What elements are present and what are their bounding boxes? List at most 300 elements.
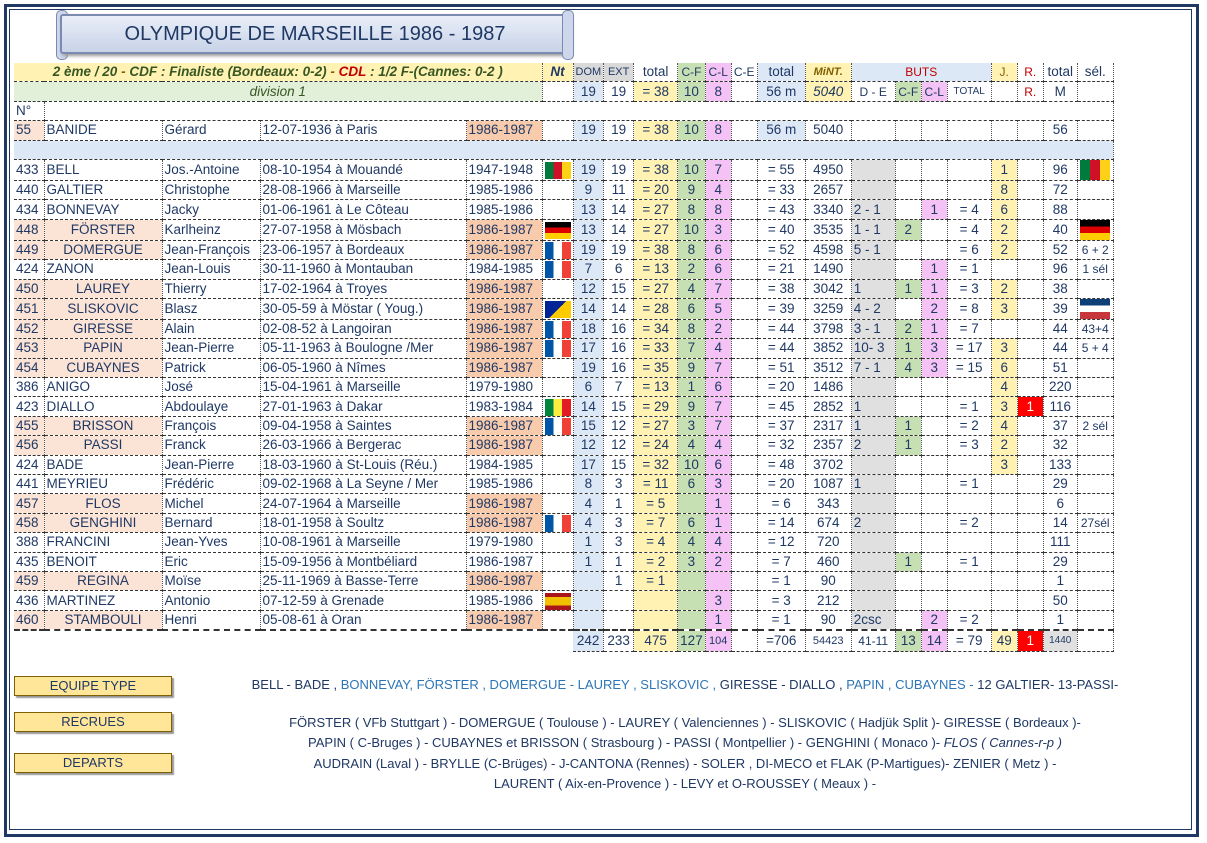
player-name: FLOS	[44, 494, 162, 513]
player-ce	[731, 200, 757, 219]
totals-mint: 54423	[805, 630, 851, 652]
player-nationality	[542, 513, 573, 532]
player-total2: = 48	[757, 455, 805, 474]
player-total: = 1	[634, 571, 678, 590]
player-name: STAMBOULI	[44, 610, 162, 630]
player-dom: 19	[573, 240, 604, 259]
col-r: R.	[1017, 63, 1043, 82]
player-goals-cl	[921, 159, 947, 180]
totals-ext: 233	[604, 630, 634, 652]
player-cl: 3	[705, 591, 731, 610]
player-years: 1985-1986	[466, 180, 542, 199]
totals-total2: =706	[757, 630, 805, 652]
player-goals-total: = 4	[947, 200, 991, 219]
player-matches: 39	[1043, 298, 1077, 319]
player-mint: 3259	[805, 298, 851, 319]
player-goals-total	[947, 455, 991, 474]
coach-m: 56	[1043, 121, 1077, 140]
player-ext: 1	[604, 571, 634, 590]
player-mint: 212	[805, 591, 851, 610]
player-r	[1017, 358, 1043, 377]
totals-ce	[731, 630, 757, 652]
coach-dom: 19	[573, 121, 604, 140]
player-years: 1979-1980	[466, 378, 542, 397]
player-goals-cf	[895, 494, 921, 513]
player-ce	[731, 610, 757, 630]
recrues-button[interactable]	[14, 712, 172, 732]
player-first-name: Jos.-Antoine	[162, 159, 260, 180]
player-first-name: Henri	[162, 610, 260, 630]
player-cl: 3	[705, 475, 731, 494]
player-selections	[1077, 455, 1113, 474]
player-years: 1986-1987	[466, 319, 542, 338]
player-j: 6	[991, 200, 1017, 219]
player-number: 451	[14, 298, 44, 319]
player-ce	[731, 591, 757, 610]
player-name: GALTIER	[44, 180, 162, 199]
player-goals-de: 4 - 2	[851, 298, 895, 319]
player-goals-de	[851, 533, 895, 552]
player-r	[1017, 436, 1043, 455]
player-goals-cf: 2	[895, 219, 921, 240]
player-goals-de: 1	[851, 416, 895, 435]
player-cf: 9	[678, 180, 706, 199]
player-cf: 1	[678, 378, 706, 397]
player-cl: 2	[705, 552, 731, 571]
player-matches: 220	[1043, 378, 1077, 397]
coach-ext: 19	[604, 121, 634, 140]
player-row	[14, 279, 1113, 298]
flag-icon	[545, 301, 571, 318]
player-cl: 6	[705, 378, 731, 397]
player-ext: 19	[604, 159, 634, 180]
player-total2: = 44	[757, 339, 805, 358]
player-cl: 1	[705, 494, 731, 513]
col-ext: EXT	[604, 63, 634, 82]
player-selections	[1077, 475, 1113, 494]
player-ext: 1	[604, 494, 634, 513]
player-ext: 16	[604, 358, 634, 377]
player-cl: 6	[705, 455, 731, 474]
player-name: DIALLO	[44, 397, 162, 416]
player-total: = 13	[634, 260, 678, 279]
player-birth: 06-05-1960 à Nîmes	[260, 358, 466, 377]
player-ext: 12	[604, 416, 634, 435]
player-years: 1986-1987	[466, 416, 542, 435]
player-selections: 2 sél	[1077, 416, 1113, 435]
player-total2: = 21	[757, 260, 805, 279]
player-birth: 08-10-1954 à Mouandé	[260, 159, 466, 180]
player-first-name: Alain	[162, 319, 260, 338]
player-r	[1017, 591, 1043, 610]
player-first-name: Jean-Pierre	[162, 455, 260, 474]
div-cl: 8	[705, 82, 731, 101]
player-r	[1017, 610, 1043, 630]
player-j: 2	[991, 240, 1017, 259]
player-selections	[1077, 219, 1113, 240]
player-total: = 33	[634, 339, 678, 358]
player-ext: 12	[604, 436, 634, 455]
player-cl: 7	[705, 416, 731, 435]
player-goals-cl: 2	[921, 298, 947, 319]
col-mint: MiNT.	[805, 63, 851, 82]
player-dom: 17	[573, 339, 604, 358]
player-nationality	[542, 279, 573, 298]
player-nationality	[542, 319, 573, 338]
player-birth: 15-09-1956 à Montbéliard	[260, 552, 466, 571]
departs-button[interactable]	[14, 753, 172, 773]
player-name: BRISSON	[44, 416, 162, 435]
player-goals-total	[947, 378, 991, 397]
player-goals-cl	[921, 436, 947, 455]
player-row	[14, 378, 1113, 397]
player-dom: 14	[573, 298, 604, 319]
player-row	[14, 397, 1113, 416]
player-dom: 19	[573, 159, 604, 180]
player-mint: 2317	[805, 416, 851, 435]
player-nationality	[542, 610, 573, 630]
player-goals-de: 2csc	[851, 610, 895, 630]
col-total2: total	[757, 63, 805, 82]
player-total2: = 43	[757, 200, 805, 219]
player-first-name: François	[162, 416, 260, 435]
player-name: BADE	[44, 455, 162, 474]
player-cf: 8	[678, 319, 706, 338]
player-ext: 14	[604, 219, 634, 240]
player-number: 448	[14, 219, 44, 240]
player-goals-cl	[921, 455, 947, 474]
player-matches: 111	[1043, 533, 1077, 552]
player-goals-cl	[921, 552, 947, 571]
coach-cl: 8	[705, 121, 731, 140]
player-goals-de	[851, 378, 895, 397]
player-matches: 29	[1043, 475, 1077, 494]
player-name: DOMERGUE	[44, 240, 162, 259]
player-cl: 6	[705, 240, 731, 259]
player-ce	[731, 319, 757, 338]
player-j: 4	[991, 378, 1017, 397]
player-total: = 38	[634, 240, 678, 259]
player-dom: 13	[573, 219, 604, 240]
totals-goals-total: = 79	[947, 630, 991, 652]
player-ext: 3	[604, 533, 634, 552]
player-mint: 674	[805, 513, 851, 532]
player-goals-de: 3 - 1	[851, 319, 895, 338]
player-birth: 02-08-52 à Langoiran	[260, 319, 466, 338]
player-row	[14, 358, 1113, 377]
player-selections	[1077, 180, 1113, 199]
player-dom: 4	[573, 494, 604, 513]
player-matches: 44	[1043, 319, 1077, 338]
player-cf: 10	[678, 159, 706, 180]
player-j: 2	[991, 219, 1017, 240]
coach-number: 55	[14, 121, 44, 140]
player-matches: 6	[1043, 494, 1077, 513]
player-number: 460	[14, 610, 44, 630]
flag-icon	[545, 593, 571, 610]
player-years: 1983-1984	[466, 397, 542, 416]
col-dom: DOM	[573, 63, 604, 82]
equipe-type-label: EQUIPE TYPE	[49, 678, 137, 693]
player-ext: 16	[604, 319, 634, 338]
flag-icon	[545, 242, 571, 259]
player-goals-de: 1 - 1	[851, 219, 895, 240]
player-name: FRANCINI	[44, 533, 162, 552]
player-years: 1979-1980	[466, 533, 542, 552]
player-dom: 19	[573, 358, 604, 377]
player-cf: 7	[678, 339, 706, 358]
coach-total2: 56 m	[757, 121, 805, 140]
player-goals-cf: 4	[895, 358, 921, 377]
player-matches: 40	[1043, 219, 1077, 240]
player-goals-de: 1	[851, 279, 895, 298]
player-cl: 1	[705, 610, 731, 630]
player-ce	[731, 339, 757, 358]
header-row-2	[14, 82, 1113, 101]
player-dom	[573, 591, 604, 610]
player-cl: 7	[705, 358, 731, 377]
player-goals-total: = 4	[947, 219, 991, 240]
player-row	[14, 319, 1113, 338]
player-number: 424	[14, 455, 44, 474]
player-birth: 28-08-1966 à Marseille	[260, 180, 466, 199]
player-years: 1985-1986	[466, 475, 542, 494]
player-goals-cl	[921, 240, 947, 259]
player-r	[1017, 513, 1043, 532]
player-number: 452	[14, 319, 44, 338]
player-goals-cl	[921, 494, 947, 513]
player-j: 1	[991, 159, 1017, 180]
player-first-name: Thierry	[162, 279, 260, 298]
player-years: 1986-1987	[466, 339, 542, 358]
player-cf	[678, 571, 706, 590]
player-r	[1017, 455, 1043, 474]
col-de: D - E	[851, 82, 895, 101]
player-birth: 05-08-61 à Oran	[260, 610, 466, 630]
player-cl: 7	[705, 159, 731, 180]
player-years: 1984-1985	[466, 260, 542, 279]
player-number: 434	[14, 200, 44, 219]
player-birth: 30-05-59 à Möstar ( Youg.)	[260, 298, 466, 319]
player-selections	[1077, 200, 1113, 219]
player-r	[1017, 260, 1043, 279]
player-cf	[678, 610, 706, 630]
player-name: REGINA	[44, 571, 162, 590]
player-cl: 5	[705, 298, 731, 319]
player-selections	[1077, 298, 1113, 319]
player-total: = 7	[634, 513, 678, 532]
player-mint: 460	[805, 552, 851, 571]
player-number: 455	[14, 416, 44, 435]
col-buts: BUTS	[851, 63, 991, 82]
player-total: = 34	[634, 319, 678, 338]
player-cf: 6	[678, 475, 706, 494]
player-number: 440	[14, 180, 44, 199]
player-row	[14, 240, 1113, 259]
div-mint: 5040	[805, 82, 851, 101]
player-birth: 01-06-1961 à Le Côteau	[260, 200, 466, 219]
player-matches: 1	[1043, 610, 1077, 630]
player-total	[634, 610, 678, 630]
player-total2: = 1	[757, 571, 805, 590]
player-nationality	[542, 240, 573, 259]
player-goals-cl	[921, 533, 947, 552]
player-goals-cf	[895, 240, 921, 259]
player-matches: 44	[1043, 339, 1077, 358]
player-row	[14, 339, 1113, 358]
player-r	[1017, 298, 1043, 319]
player-ce	[731, 513, 757, 532]
player-total2: = 14	[757, 513, 805, 532]
player-j: 6	[991, 358, 1017, 377]
player-ext: 19	[604, 240, 634, 259]
player-r: 1	[1017, 397, 1043, 416]
player-ce	[731, 219, 757, 240]
player-first-name: Abdoulaye	[162, 397, 260, 416]
player-ext: 15	[604, 397, 634, 416]
player-total: = 2	[634, 552, 678, 571]
player-birth: 26-03-1966 à Bergerac	[260, 436, 466, 455]
player-nationality	[542, 416, 573, 435]
player-goals-de: 5 - 1	[851, 240, 895, 259]
player-dom: 1	[573, 552, 604, 571]
player-ext: 3	[604, 475, 634, 494]
player-number: 423	[14, 397, 44, 416]
player-goals-cf	[895, 475, 921, 494]
col-ce: C-E	[731, 63, 757, 82]
col-total: total	[634, 63, 678, 82]
player-goals-total	[947, 494, 991, 513]
player-j: 2	[991, 436, 1017, 455]
player-goals-total	[947, 571, 991, 590]
player-nationality	[542, 180, 573, 199]
player-mint: 343	[805, 494, 851, 513]
col-bcl: C-L	[921, 82, 947, 101]
player-goals-cf	[895, 397, 921, 416]
player-goals-total	[947, 533, 991, 552]
player-goals-cl	[921, 416, 947, 435]
player-years: 1984-1985	[466, 455, 542, 474]
player-number: 454	[14, 358, 44, 377]
player-total: = 11	[634, 475, 678, 494]
player-selections	[1077, 159, 1113, 180]
player-years: 1986-1987	[466, 219, 542, 240]
player-ce	[731, 260, 757, 279]
player-nationality	[542, 260, 573, 279]
player-total2: = 20	[757, 475, 805, 494]
equipe-type-button[interactable]	[14, 676, 172, 696]
player-nationality	[542, 159, 573, 180]
player-goals-cf: 1	[895, 436, 921, 455]
player-years: 1986-1987	[466, 494, 542, 513]
player-ce	[731, 240, 757, 259]
player-r	[1017, 416, 1043, 435]
player-years: 1986-1987	[466, 513, 542, 532]
player-ext: 15	[604, 455, 634, 474]
player-goals-cl	[921, 219, 947, 240]
player-goals-de: 10- 3	[851, 339, 895, 358]
player-ce	[731, 552, 757, 571]
flag-icon	[545, 399, 571, 416]
player-total: = 35	[634, 358, 678, 377]
player-matches: 52	[1043, 240, 1077, 259]
player-total: = 28	[634, 298, 678, 319]
player-j	[991, 513, 1017, 532]
player-ext	[604, 591, 634, 610]
player-goals-total: = 2	[947, 610, 991, 630]
player-years: 1985-1986	[466, 591, 542, 610]
player-nationality	[542, 378, 573, 397]
player-years: 1986-1987	[466, 552, 542, 571]
player-dom: 13	[573, 200, 604, 219]
player-goals-cl: 1	[921, 260, 947, 279]
player-nationality	[542, 200, 573, 219]
player-years: 1986-1987	[466, 571, 542, 590]
player-number: 435	[14, 552, 44, 571]
player-r	[1017, 494, 1043, 513]
player-goals-de: 2 - 1	[851, 200, 895, 219]
player-name: PASSI	[44, 436, 162, 455]
player-r	[1017, 339, 1043, 358]
player-name: ANIGO	[44, 378, 162, 397]
player-goals-cf	[895, 260, 921, 279]
player-selections	[1077, 358, 1113, 377]
player-selections	[1077, 591, 1113, 610]
player-selections	[1077, 533, 1113, 552]
player-selections: 5 + 4	[1077, 339, 1113, 358]
player-birth: 27-01-1963 à Dakar	[260, 397, 466, 416]
player-mint: 90	[805, 571, 851, 590]
player-dom: 12	[573, 436, 604, 455]
player-goals-cf	[895, 513, 921, 532]
page-title: OLYMPIQUE DE MARSEILLE 1986 - 1987	[124, 22, 506, 45]
totals-row	[14, 630, 1113, 652]
player-goals-total	[947, 159, 991, 180]
player-goals-de	[851, 571, 895, 590]
player-total2: = 1	[757, 610, 805, 630]
player-first-name: Patrick	[162, 358, 260, 377]
player-mint: 90	[805, 610, 851, 630]
player-ce	[731, 358, 757, 377]
div-total2: 56 m	[757, 82, 805, 101]
player-total2: = 44	[757, 319, 805, 338]
player-row	[14, 533, 1113, 552]
player-mint: 3535	[805, 219, 851, 240]
coach-row	[14, 121, 1113, 140]
player-name: CUBAYNES	[44, 358, 162, 377]
coach-birth: 12-07-1936 à Paris	[260, 121, 466, 140]
player-goals-cl	[921, 180, 947, 199]
player-name: MEYRIEU	[44, 475, 162, 494]
player-selections	[1077, 436, 1113, 455]
player-nationality	[542, 552, 573, 571]
player-total: = 29	[634, 397, 678, 416]
totals-j: 49	[991, 630, 1017, 652]
player-number: 456	[14, 436, 44, 455]
player-goals-cl	[921, 513, 947, 532]
header-row-3	[14, 101, 1113, 120]
player-cl: 4	[705, 339, 731, 358]
player-matches: 29	[1043, 552, 1077, 571]
player-row	[14, 219, 1113, 240]
player-matches: 116	[1043, 397, 1077, 416]
player-goals-cl	[921, 591, 947, 610]
player-years: 1986-1987	[466, 436, 542, 455]
flag-icon	[1080, 220, 1110, 240]
player-row	[14, 416, 1113, 435]
player-ce	[731, 571, 757, 590]
player-ext: 15	[604, 279, 634, 298]
